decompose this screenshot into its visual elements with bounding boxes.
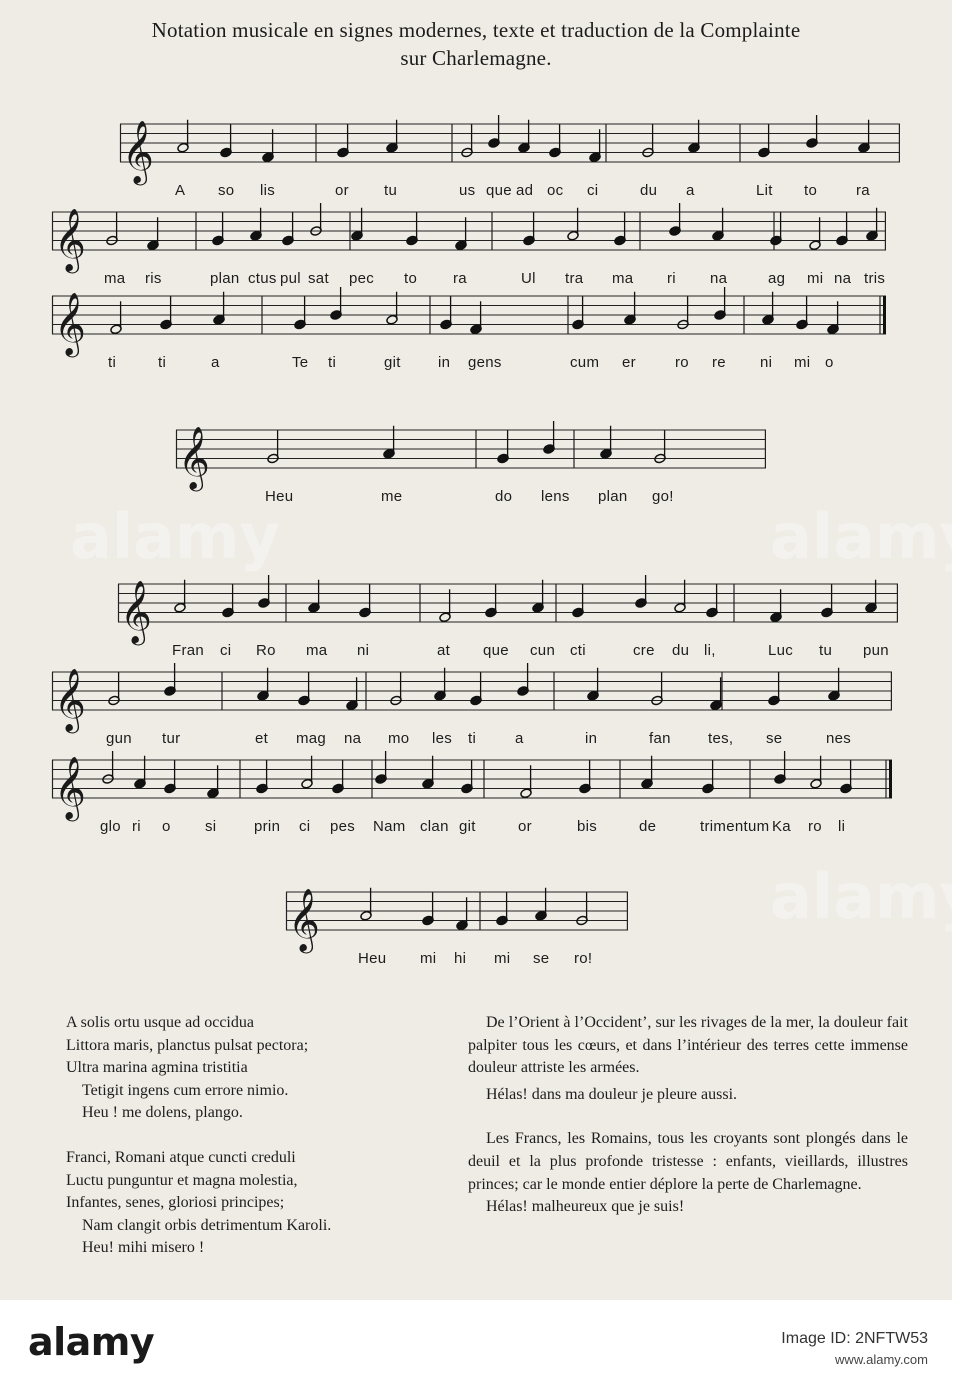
note: [579, 761, 591, 794]
lyric-syllable: nes: [826, 730, 852, 747]
note: [828, 668, 840, 701]
lyric-syllable: git: [384, 354, 401, 371]
latin-line: Franci, Romani atque cuncti creduli: [66, 1148, 296, 1166]
lyric-syllable: se: [533, 950, 550, 967]
music-staff-row: [52, 662, 892, 752]
lyric-syllable: mi: [420, 950, 437, 967]
lyric-syllable: ni: [760, 354, 773, 371]
lyric-syllable: trimentum: [700, 818, 770, 835]
lyric-syllable: de: [639, 818, 657, 835]
treble-clef-icon: 𝄞: [54, 208, 86, 271]
note: [796, 297, 808, 330]
music-staff-row: [176, 420, 766, 510]
note: [213, 292, 225, 325]
stock-footer: [0, 1300, 952, 1390]
music-staff-row: [120, 114, 900, 204]
treble-clef-icon: 𝄞: [54, 668, 86, 731]
lyric-syllable: ma: [306, 642, 328, 659]
final-bar-line: [889, 760, 892, 798]
note: [810, 756, 822, 789]
note: [523, 213, 535, 246]
note: [572, 585, 584, 618]
note: [674, 580, 686, 613]
lyric-syllable: clan: [420, 818, 449, 835]
lyric-syllable: mi: [494, 950, 511, 967]
note: [518, 120, 530, 153]
note: [688, 120, 700, 153]
lyric-syllable: tu: [819, 642, 833, 659]
staff: [52, 662, 892, 731]
staff: [176, 420, 766, 489]
note: [207, 765, 219, 798]
note: [256, 761, 268, 794]
lyric-syllable: go!: [652, 488, 674, 505]
lyric-syllable: re: [712, 354, 726, 371]
note: [257, 668, 269, 701]
lyric-syllable: Luc: [768, 642, 794, 659]
note: [710, 677, 722, 710]
note: [866, 208, 878, 241]
note: [308, 580, 320, 613]
lyric-syllable: ctus: [248, 270, 277, 287]
note: [258, 575, 270, 608]
translation-paragraph: Hélas! malheureux que je suis!: [486, 1198, 685, 1216]
lyric-syllable: us: [459, 182, 476, 199]
lyric-syllable: ro: [675, 354, 689, 371]
note: [774, 751, 786, 784]
lyric-syllable: Heu: [265, 488, 294, 505]
note: [337, 125, 349, 158]
lyric-syllable: er: [622, 354, 636, 371]
lyric-syllable: o: [162, 818, 171, 835]
staff: [52, 202, 886, 271]
note: [298, 673, 310, 706]
note: [485, 585, 497, 618]
lyric-syllable: lis: [260, 182, 276, 199]
note: [422, 893, 434, 926]
note: [383, 426, 395, 459]
note: [164, 663, 176, 696]
image-id: Image ID: 2NFTW53: [781, 1330, 928, 1347]
treble-clef-icon: 𝄞: [54, 292, 86, 355]
note: [641, 756, 653, 789]
lyric-syllable: mi: [794, 354, 811, 371]
note: [517, 663, 529, 696]
page-title-line-2: sur Charlemagne.: [400, 46, 552, 70]
note: [712, 208, 724, 241]
lyric-syllable: pes: [330, 818, 356, 835]
lyric-syllable: fan: [649, 730, 671, 747]
lyric-syllable: git: [459, 818, 476, 835]
lyric-syllable: gens: [468, 354, 502, 371]
note: [770, 589, 782, 622]
lyric-syllable: to: [804, 182, 818, 199]
lyric-syllable: li,: [704, 642, 716, 659]
lyric-syllable: Nam: [373, 818, 406, 835]
lyric-syllable: li: [838, 818, 846, 835]
note: [624, 292, 636, 325]
lyric-syllable: tes,: [708, 730, 734, 747]
note: [614, 213, 626, 246]
watermark: alamy: [70, 500, 280, 573]
music-staff-row: [118, 574, 898, 664]
note: [758, 125, 770, 158]
lyric-syllable: ti: [108, 354, 117, 371]
treble-clef-icon: 𝄞: [122, 120, 154, 183]
lyric-syllable: pec: [349, 270, 375, 287]
lyric-syllable: ri: [132, 818, 141, 835]
note: [455, 217, 467, 250]
lyric-syllable: in: [438, 354, 451, 371]
latin-line: Heu! mihi misero !: [82, 1239, 205, 1257]
lyric-syllable: na: [344, 730, 362, 747]
note: [346, 677, 358, 710]
note: [301, 756, 313, 789]
lyric-syllable: oc: [547, 182, 564, 199]
note: [768, 673, 780, 706]
latin-line: Infantes, senes, gloriosi principes;: [66, 1194, 285, 1212]
music-staff-row: [286, 882, 628, 972]
lyric-syllable: Heu: [358, 950, 387, 967]
lyric-syllable: na: [834, 270, 852, 287]
note: [134, 756, 146, 789]
lyric-syllable: ti: [328, 354, 337, 371]
note: [635, 575, 647, 608]
lyric-syllable: Te: [292, 354, 309, 371]
lyric-syllable: ri: [667, 270, 676, 287]
lyric-syllable: ti: [158, 354, 167, 371]
lyric-syllable: in: [585, 730, 598, 747]
note: [439, 589, 451, 622]
translation-paragraph: De l’Orient à l’Occident’, sur les rivages de la mer, la douleur fait palpiter tous les cœurs, et dans l’intérieur des terres cette immense douleur attriste les armées.: [468, 1014, 908, 1077]
lyric-syllable: ra: [453, 270, 467, 287]
lyric-syllable: so: [218, 182, 235, 199]
note: [470, 673, 482, 706]
lyric-syllable: cre: [633, 642, 655, 659]
french-translation: [468, 1012, 908, 1219]
latin-line: Littora maris, planctus pulsat pectora;: [66, 1036, 309, 1054]
lyric-syllable: ma: [612, 270, 634, 287]
lyric-syllable: que: [483, 642, 509, 659]
note: [386, 120, 398, 153]
note: [160, 297, 172, 330]
treble-clef-icon: 𝄞: [178, 426, 210, 489]
note: [770, 213, 782, 246]
lyric-syllable: hi: [454, 950, 467, 967]
lyric-syllable: to: [404, 270, 418, 287]
note: [497, 431, 509, 464]
note: [549, 125, 561, 158]
note: [359, 585, 371, 618]
lyric-syllable: tris: [864, 270, 886, 287]
lyric-syllable: ci: [587, 182, 599, 199]
lyric-syllable: ag: [768, 270, 786, 287]
latin-text: [66, 1012, 331, 1260]
note: [456, 897, 468, 930]
note: [440, 297, 452, 330]
note: [567, 208, 579, 241]
lyric-syllable: or: [518, 818, 532, 835]
lyric-syllable: pun: [863, 642, 889, 659]
latin-line: Ultra marina agmina tristitia: [66, 1059, 248, 1077]
lyric-syllable: bis: [577, 818, 598, 835]
note: [535, 888, 547, 921]
lyric-syllable: me: [381, 488, 403, 505]
treble-clef-icon: 𝄞: [54, 756, 86, 819]
watermark: alamy: [770, 860, 980, 933]
note: [809, 217, 821, 250]
lyric-syllable: Ul: [521, 270, 536, 287]
lyric-syllable: glo: [100, 818, 121, 835]
note: [543, 421, 555, 454]
note: [422, 756, 434, 789]
treble-clef-icon: 𝄞: [288, 888, 320, 951]
watermark: alamy: [770, 500, 980, 573]
latin-line: Heu ! me dolens, plango.: [82, 1104, 243, 1122]
note: [434, 668, 446, 701]
lyric-syllable: at: [437, 642, 451, 659]
note: [351, 208, 363, 241]
note: [587, 668, 599, 701]
music-staff-row: [52, 750, 892, 840]
note: [470, 301, 482, 334]
note: [250, 208, 262, 241]
note: [461, 761, 473, 794]
lyric-syllable: mi: [807, 270, 824, 287]
lyric-syllable: plan: [598, 488, 628, 505]
staff: [52, 750, 892, 819]
translation-paragraph: Les Francs, les Romains, tous les croyants sont plongés dans le deuil et la plus profonde tristesse : enfants, vieillards, illustres princes; car le monde entier déplore la perte de Charlemagne.: [468, 1130, 908, 1193]
note: [840, 761, 852, 794]
lyric-syllable: cum: [570, 354, 600, 371]
latin-line: Luctu punguntur et magna molestia,: [66, 1171, 298, 1189]
lyric-syllable: ro!: [574, 950, 593, 967]
lyric-syllable: o: [825, 354, 834, 371]
lyric-syllable: do: [495, 488, 513, 505]
note: [762, 292, 774, 325]
latin-line: Nam clangit orbis detrimentum Karoli.: [82, 1216, 332, 1234]
page-title-line-1: Notation musicale en signes modernes, texte et traduction de la Complainte: [151, 18, 801, 42]
note: [858, 120, 870, 153]
note: [600, 426, 612, 459]
note: [702, 761, 714, 794]
note: [806, 115, 818, 148]
note: [330, 287, 342, 320]
note: [262, 129, 274, 162]
treble-clef-icon: 𝄞: [120, 580, 152, 643]
note: [706, 585, 718, 618]
staff: [120, 114, 900, 183]
music-staff-row: [52, 286, 886, 376]
lyric-syllable: que: [486, 182, 512, 199]
lyric-syllable: Fran: [172, 642, 205, 659]
lyric-syllable: ci: [220, 642, 232, 659]
lyric-syllable: na: [710, 270, 728, 287]
note: [294, 297, 306, 330]
note: [532, 580, 544, 613]
lyric-syllable: A: [175, 182, 186, 199]
note: [572, 297, 584, 330]
note: [669, 203, 681, 236]
lyric-syllable: a: [211, 354, 220, 371]
brand-logo: alamy: [28, 1320, 155, 1364]
lyric-syllable: a: [515, 730, 524, 747]
lyric-syllable: or: [335, 182, 349, 199]
note: [174, 580, 186, 613]
note: [386, 292, 398, 325]
lyric-syllable: gun: [106, 730, 132, 747]
lyric-syllable: cti: [570, 642, 586, 659]
lyric-syllable: se: [766, 730, 783, 747]
lyric-syllable: Ka: [772, 818, 791, 835]
lyric-syllable: si: [205, 818, 217, 835]
note: [360, 888, 372, 921]
lyric-syllable: mo: [388, 730, 410, 747]
note: [836, 213, 848, 246]
site-url: www.alamy.com: [835, 1352, 928, 1367]
note: [110, 301, 122, 334]
note: [827, 301, 839, 334]
lyric-syllable: Ro: [256, 642, 276, 659]
note: [222, 585, 234, 618]
note: [520, 765, 532, 798]
lyric-syllable: ma: [104, 270, 126, 287]
note: [332, 761, 344, 794]
lyric-syllable: mag: [296, 730, 327, 747]
lyric-syllable: Lit: [756, 182, 773, 199]
note: [282, 213, 294, 246]
lyric-syllable: prin: [254, 818, 281, 835]
staff: [118, 574, 898, 643]
final-bar-line: [883, 296, 886, 334]
note: [714, 287, 726, 320]
note: [375, 751, 387, 784]
lyric-syllable: ci: [299, 818, 311, 835]
note: [496, 893, 508, 926]
lyric-syllable: ad: [516, 182, 534, 199]
note: [147, 217, 159, 250]
lyric-syllable: tra: [565, 270, 584, 287]
lyric-syllable: tur: [162, 730, 181, 747]
note: [177, 120, 189, 153]
lyric-syllable: du: [672, 642, 690, 659]
lyric-syllable: pul: [280, 270, 301, 287]
note: [865, 580, 877, 613]
translation-paragraph: Hélas! dans ma douleur je pleure aussi.: [486, 1085, 738, 1103]
lyric-syllable: a: [686, 182, 695, 199]
lyric-syllable: ro: [808, 818, 822, 835]
lyric-syllable: cun: [530, 642, 556, 659]
staff: [286, 882, 628, 951]
lyric-syllable: et: [255, 730, 269, 747]
lyric-syllable: sat: [308, 270, 329, 287]
lyric-syllable: ris: [145, 270, 162, 287]
latin-line: A solis ortu usque ad occidua: [66, 1014, 254, 1031]
staff: [52, 286, 886, 355]
lyric-syllable: ra: [856, 182, 870, 199]
lyric-syllable: plan: [210, 270, 240, 287]
note: [406, 213, 418, 246]
lyric-syllable: lens: [541, 488, 570, 505]
note: [589, 129, 601, 162]
music-staff-row: [52, 202, 886, 292]
lyric-syllable: tu: [384, 182, 398, 199]
lyric-syllable: ni: [357, 642, 370, 659]
lyric-syllable: ti: [468, 730, 477, 747]
lyric-syllable: les: [432, 730, 453, 747]
note: [220, 125, 232, 158]
lyric-syllable: du: [640, 182, 658, 199]
note: [164, 761, 176, 794]
latin-line: Tetigit ingens cum errore nimio.: [82, 1081, 289, 1099]
note: [212, 213, 224, 246]
note: [488, 115, 500, 148]
note: [821, 585, 833, 618]
